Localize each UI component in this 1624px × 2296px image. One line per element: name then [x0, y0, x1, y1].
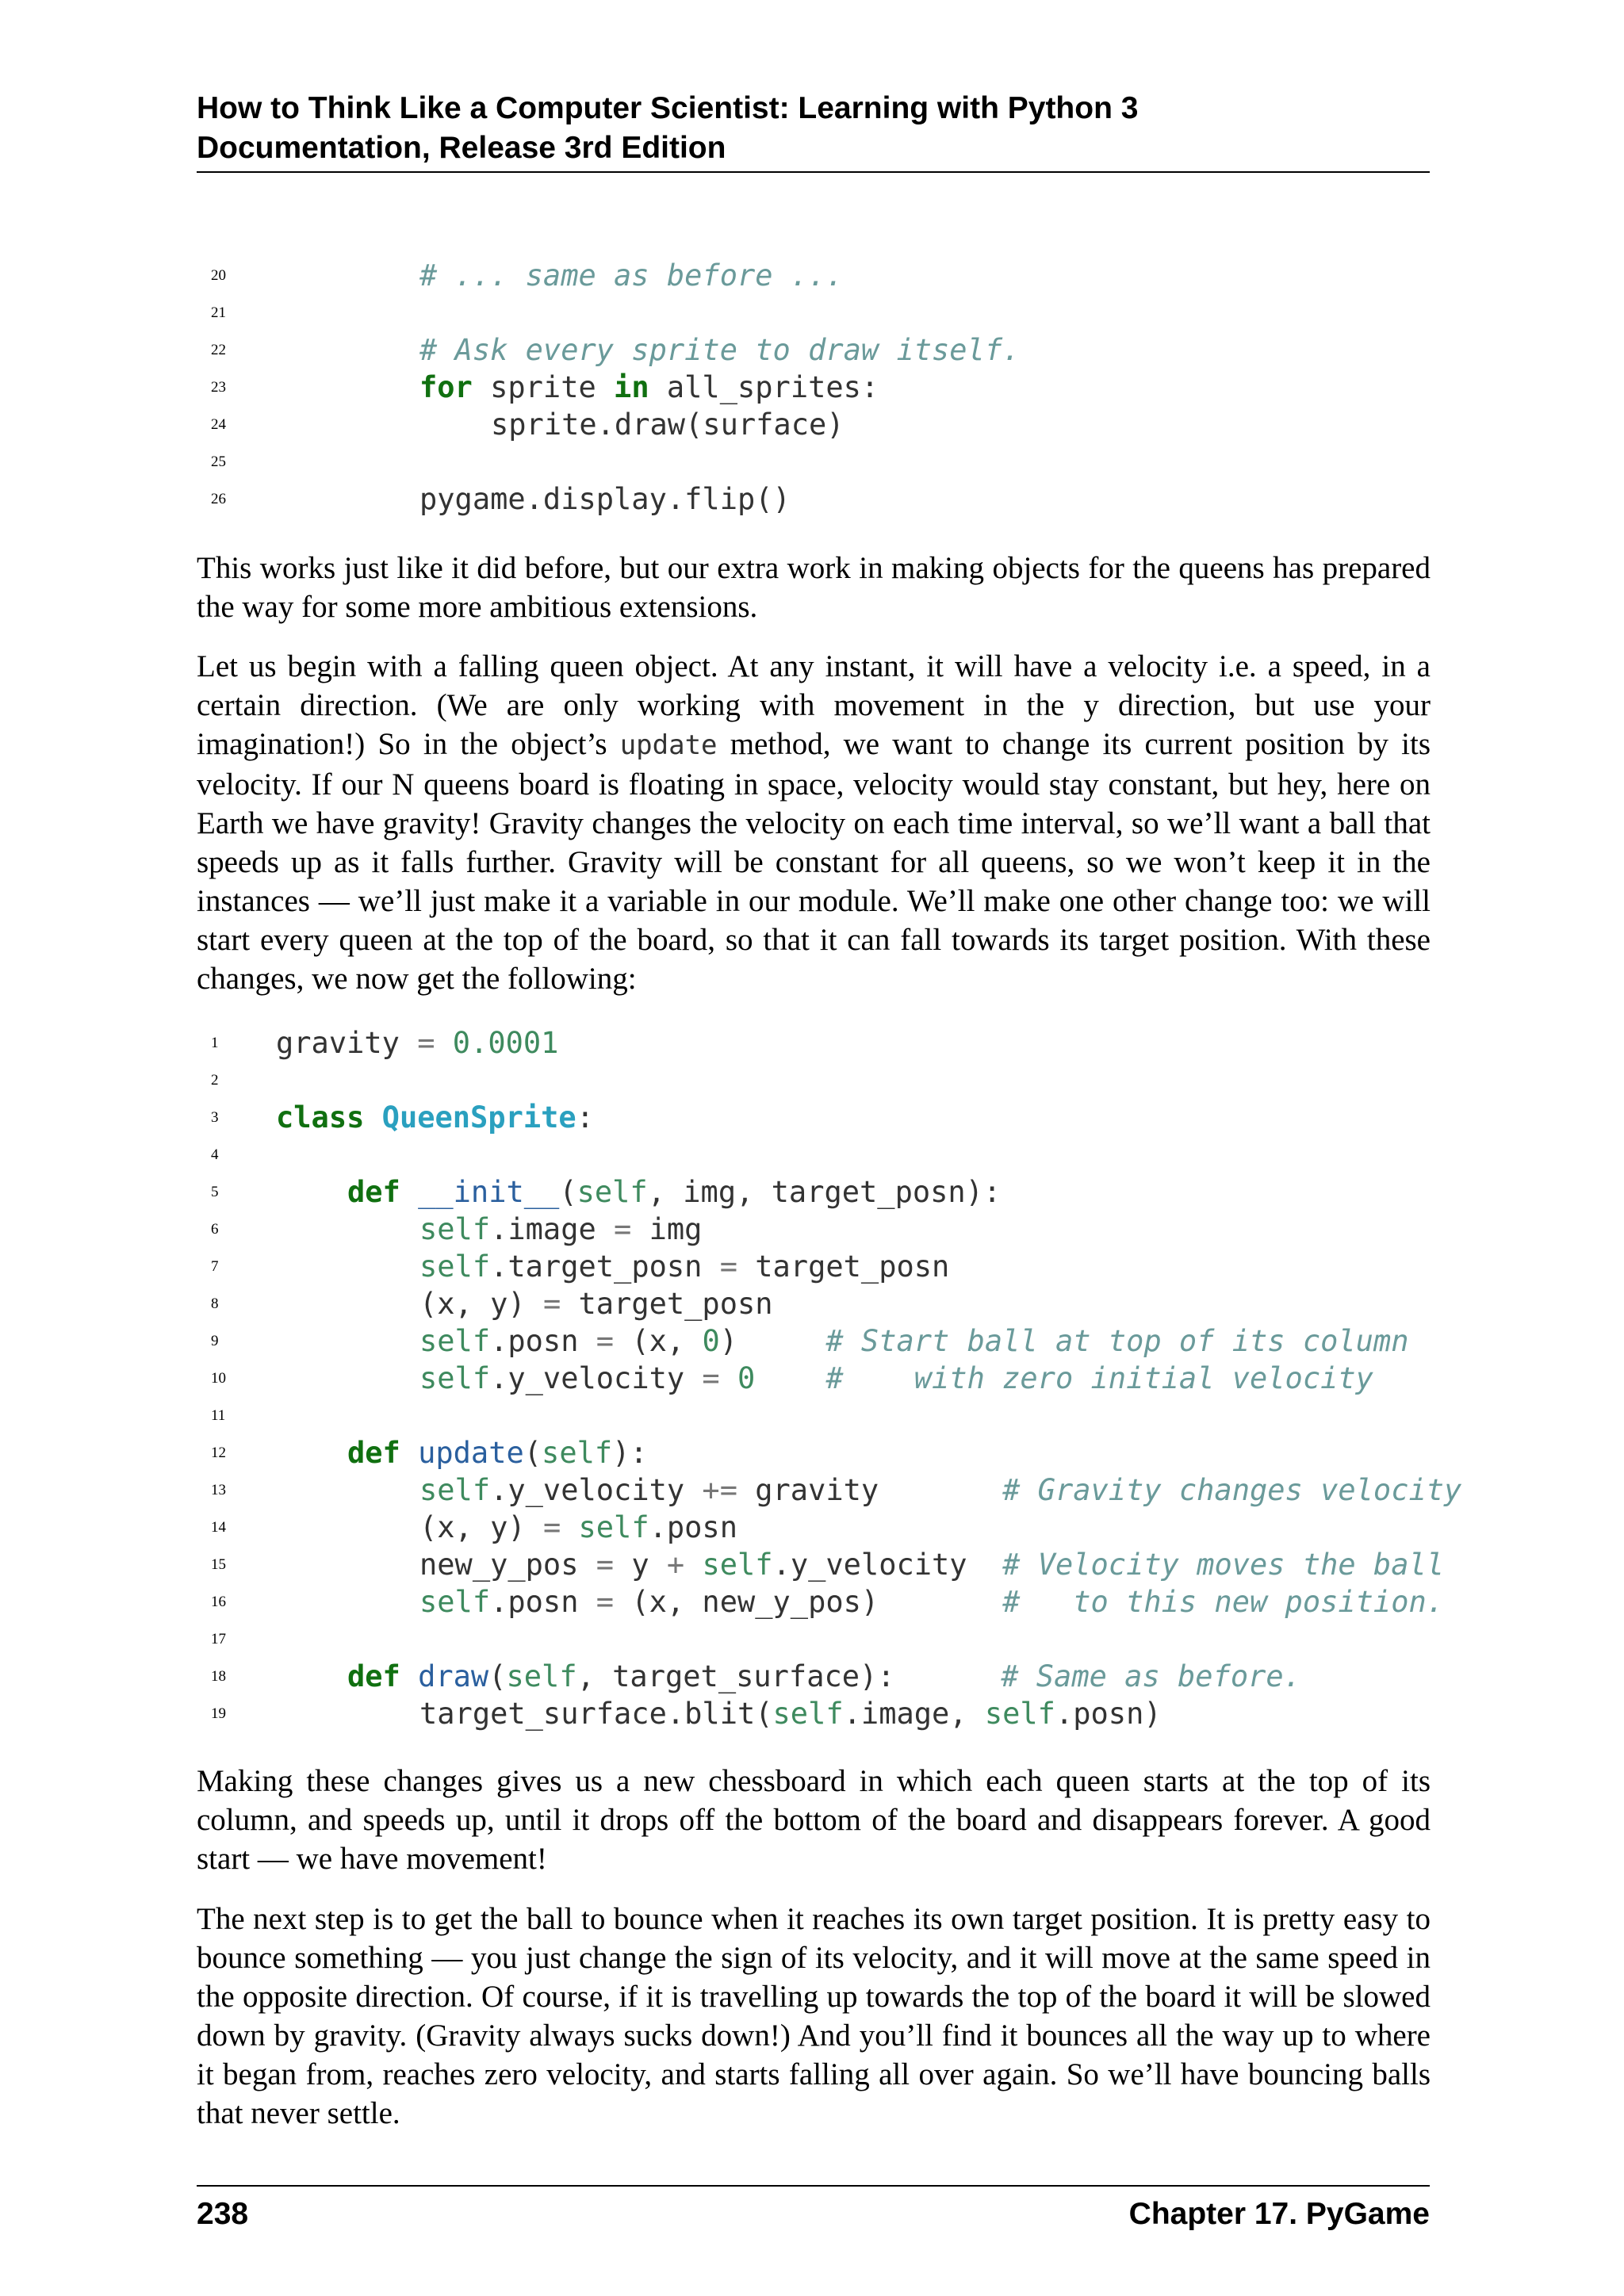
code-text: all_sprites:	[649, 370, 879, 404]
operator: +	[666, 1548, 685, 1582]
code-line	[197, 406, 1497, 443]
paragraph-text: method, we want to change its current position by its velocity. If our N queens board is floating in space, velocity would stay constant, but hey, here on Earth we have gravity! Gravity changes the velocity on each time interval, so we’ll want a ball that speeds up as it falls further. Gravity will be constant for all queens, so we won’t keep it in the instances — we’ll just make it a variable in our module. We’ll make one other change too: we will start every queen at the top of the board, so that it can fall towards its target position. With these changes, we now get the following:	[197, 727, 1431, 996]
code-text	[561, 1510, 578, 1544]
code-line	[197, 1546, 1497, 1583]
code-text: .y_velocity	[490, 1361, 703, 1395]
operator: =	[542, 1510, 561, 1544]
line-number: 15	[211, 1556, 226, 1573]
keyword-def: def	[347, 1175, 400, 1209]
code-text: target_posn	[561, 1287, 773, 1321]
code-line	[197, 480, 1497, 518]
code-text: , target_surface):	[576, 1659, 1002, 1693]
self-keyword: self	[419, 1249, 491, 1284]
code-line	[197, 1658, 1497, 1695]
code-text: (	[559, 1175, 577, 1209]
line-number: 23	[211, 379, 226, 396]
code-line	[197, 1322, 1497, 1360]
self-keyword: self	[772, 1697, 844, 1731]
code-line	[197, 1248, 1497, 1285]
line-number: 16	[211, 1594, 226, 1610]
line-number: 22	[211, 342, 226, 358]
line-number: 3	[211, 1109, 219, 1126]
code-comment: # Same as before.	[1001, 1659, 1301, 1693]
line-number: 14	[211, 1519, 226, 1536]
number-literal: 0	[737, 1361, 756, 1395]
line-number: 9	[211, 1333, 219, 1349]
line-number: 5	[211, 1184, 219, 1200]
self-keyword: self	[419, 1361, 491, 1395]
code-line	[197, 1211, 1497, 1248]
code-line	[197, 1173, 1497, 1211]
line-number: 17	[211, 1631, 226, 1647]
operator: =	[596, 1324, 615, 1358]
code-text: .posn	[490, 1585, 596, 1619]
code-line	[197, 443, 1497, 480]
line-number: 24	[211, 416, 226, 433]
self-keyword: self	[419, 1585, 491, 1619]
paragraph-text: Let us begin with a falling queen object. At any instant, it will have a velocity i.e. a speed, in a certain direction. (We are only working with movement in the y direction, but use your imagination!) So in the object’s	[197, 649, 1431, 761]
line-number: 13	[211, 1482, 226, 1498]
code-text: .posn	[649, 1510, 737, 1544]
keyword-def: def	[347, 1659, 400, 1693]
code-line	[197, 1397, 1497, 1434]
code-text: y	[614, 1548, 667, 1582]
line-number: 26	[211, 491, 226, 507]
operator: =	[596, 1585, 615, 1619]
paragraph-2	[197, 647, 1431, 998]
code-block-draw-loop	[197, 257, 1497, 518]
number-literal: 0.0001	[435, 1026, 559, 1060]
line-number: 4	[211, 1146, 219, 1163]
paragraph-3: Making these changes gives us a new chessboard in which each queen starts at the top of its column, and speeds up, until it drops off the bottom of the board and disappears forever. A good start — we have movement!	[197, 1764, 1431, 1876]
code-text: img	[631, 1212, 703, 1246]
line-number: 1	[211, 1035, 219, 1051]
operator: =	[542, 1287, 561, 1321]
code-line	[197, 369, 1497, 406]
operator: =	[719, 1249, 737, 1284]
code-text: sprite.draw(surface)	[491, 408, 845, 442]
self-keyword: self	[419, 1473, 491, 1507]
code-line	[197, 1434, 1497, 1471]
code-text: .posn	[490, 1324, 596, 1358]
code-line	[197, 1509, 1497, 1546]
code-line	[197, 1583, 1497, 1621]
self-keyword: self	[419, 1324, 491, 1358]
code-text: .target_posn	[490, 1249, 720, 1284]
number-literal: 0	[702, 1324, 720, 1358]
code-comment: # Velocity moves the ball	[1002, 1548, 1445, 1582]
code-text	[684, 1548, 702, 1582]
code-comment: # to this new position.	[1002, 1585, 1445, 1619]
code-text: .y_velocity	[490, 1473, 703, 1507]
code-line	[197, 294, 1497, 331]
keyword-def: def	[347, 1436, 400, 1470]
function-name: update	[418, 1436, 524, 1470]
code-text: pygame.display.flip()	[419, 482, 791, 516]
inline-code-update: update	[619, 729, 718, 761]
code-block-queen-sprite	[197, 1024, 1497, 1732]
paragraph-1: This works just like it did before, but our extra work in making objects for the queens has prepared the way for some more ambitious extensions.	[197, 551, 1431, 624]
chapter-title: Chapter 17. PyGame	[1128, 2197, 1430, 2231]
code-line	[197, 1360, 1497, 1397]
self-keyword: self	[419, 1212, 491, 1246]
code-line	[197, 1136, 1497, 1173]
line-number: 20	[211, 267, 226, 284]
keyword-in: in	[614, 370, 649, 404]
paragraph-4: The next step is to get the ball to bounce when it reaches its own target position. It is pretty easy to bounce something — you just change the sign of its velocity, and it will move at the same speed in the opposite direction. Of course, if it is travelling up towards the top of the board it will be slowed down by gravity. (Gravity always sucks down!) And you’ll find it bounces all the way up to where it began from, reaches zero velocity, and starts falling all over again. So we’ll have bouncing balls that never settle.	[197, 1902, 1431, 2130]
code-line	[197, 1285, 1497, 1322]
operator: +=	[702, 1473, 737, 1507]
code-line	[197, 331, 1497, 369]
code-text: )	[719, 1324, 826, 1358]
code-text: target_posn	[737, 1249, 950, 1284]
code-text: (	[523, 1436, 542, 1470]
line-number: 21	[211, 304, 226, 321]
line-number: 8	[211, 1295, 219, 1312]
line-number: 12	[211, 1445, 226, 1461]
code-text: target_surface.blit(	[419, 1697, 773, 1731]
class-name: QueenSprite	[381, 1100, 576, 1135]
code-line	[197, 1695, 1497, 1732]
code-line	[197, 1024, 1497, 1062]
code-comment: # Ask every sprite to draw itself.	[419, 333, 1021, 367]
code-text: .posn)	[1055, 1697, 1162, 1731]
self-keyword: self	[506, 1659, 577, 1693]
function-name: __init__	[418, 1175, 560, 1209]
code-text: (x, new_y_pos)	[614, 1585, 1003, 1619]
self-keyword: self	[984, 1697, 1055, 1731]
code-text: (x, y)	[419, 1287, 543, 1321]
code-comment: # Start ball at top of its column	[825, 1324, 1409, 1358]
line-number: 2	[211, 1072, 219, 1089]
code-text: sprite	[472, 370, 615, 404]
keyword-for: for	[419, 370, 473, 404]
code-text: :	[576, 1100, 594, 1135]
code-text: (x,	[614, 1324, 703, 1358]
code-text: .y_velocity	[772, 1548, 1003, 1582]
header-title-line1: How to Think Like a Computer Scientist: Learning with Python 3	[197, 91, 1139, 125]
code-line	[197, 1621, 1497, 1658]
code-text: ):	[612, 1436, 648, 1470]
code-line	[197, 257, 1497, 294]
code-line	[197, 1062, 1497, 1099]
code-text: new_y_pos	[419, 1548, 596, 1582]
header-divider	[197, 171, 1430, 173]
function-name: draw	[418, 1659, 489, 1693]
code-comment: # with zero initial velocity	[825, 1361, 1373, 1395]
header-title-line2: Documentation, Release 3rd Edition	[197, 131, 726, 165]
self-keyword: self	[578, 1510, 649, 1544]
running-header	[197, 89, 1434, 168]
code-text: .image	[490, 1212, 615, 1246]
operator: =	[417, 1026, 435, 1060]
line-number: 18	[211, 1668, 226, 1685]
code-text: (x, y)	[419, 1510, 543, 1544]
self-keyword: self	[702, 1548, 773, 1582]
line-number: 11	[211, 1407, 226, 1424]
keyword-class: class	[276, 1100, 365, 1135]
code-comment: # Gravity changes velocity	[1002, 1473, 1462, 1507]
code-text	[755, 1361, 825, 1395]
line-number: 19	[211, 1705, 226, 1722]
code-text: (	[488, 1659, 507, 1693]
self-keyword: self	[542, 1436, 613, 1470]
code-text: , img, target_posn):	[647, 1175, 1002, 1209]
line-number: 10	[211, 1370, 226, 1387]
footer-divider	[197, 2185, 1430, 2187]
code-text: gravity	[737, 1473, 1003, 1507]
operator: =	[596, 1548, 615, 1582]
code-text: gravity	[276, 1026, 418, 1060]
code-comment: # ... same as before ...	[419, 258, 844, 293]
line-number: 6	[211, 1221, 219, 1238]
page-number: 238	[197, 2197, 249, 2231]
self-keyword: self	[576, 1175, 648, 1209]
operator: =	[702, 1361, 720, 1395]
code-text: .image,	[843, 1697, 985, 1731]
line-number: 25	[211, 453, 226, 470]
line-number: 7	[211, 1258, 219, 1275]
code-line	[197, 1471, 1497, 1509]
operator: =	[614, 1212, 632, 1246]
code-line	[197, 1099, 1497, 1136]
